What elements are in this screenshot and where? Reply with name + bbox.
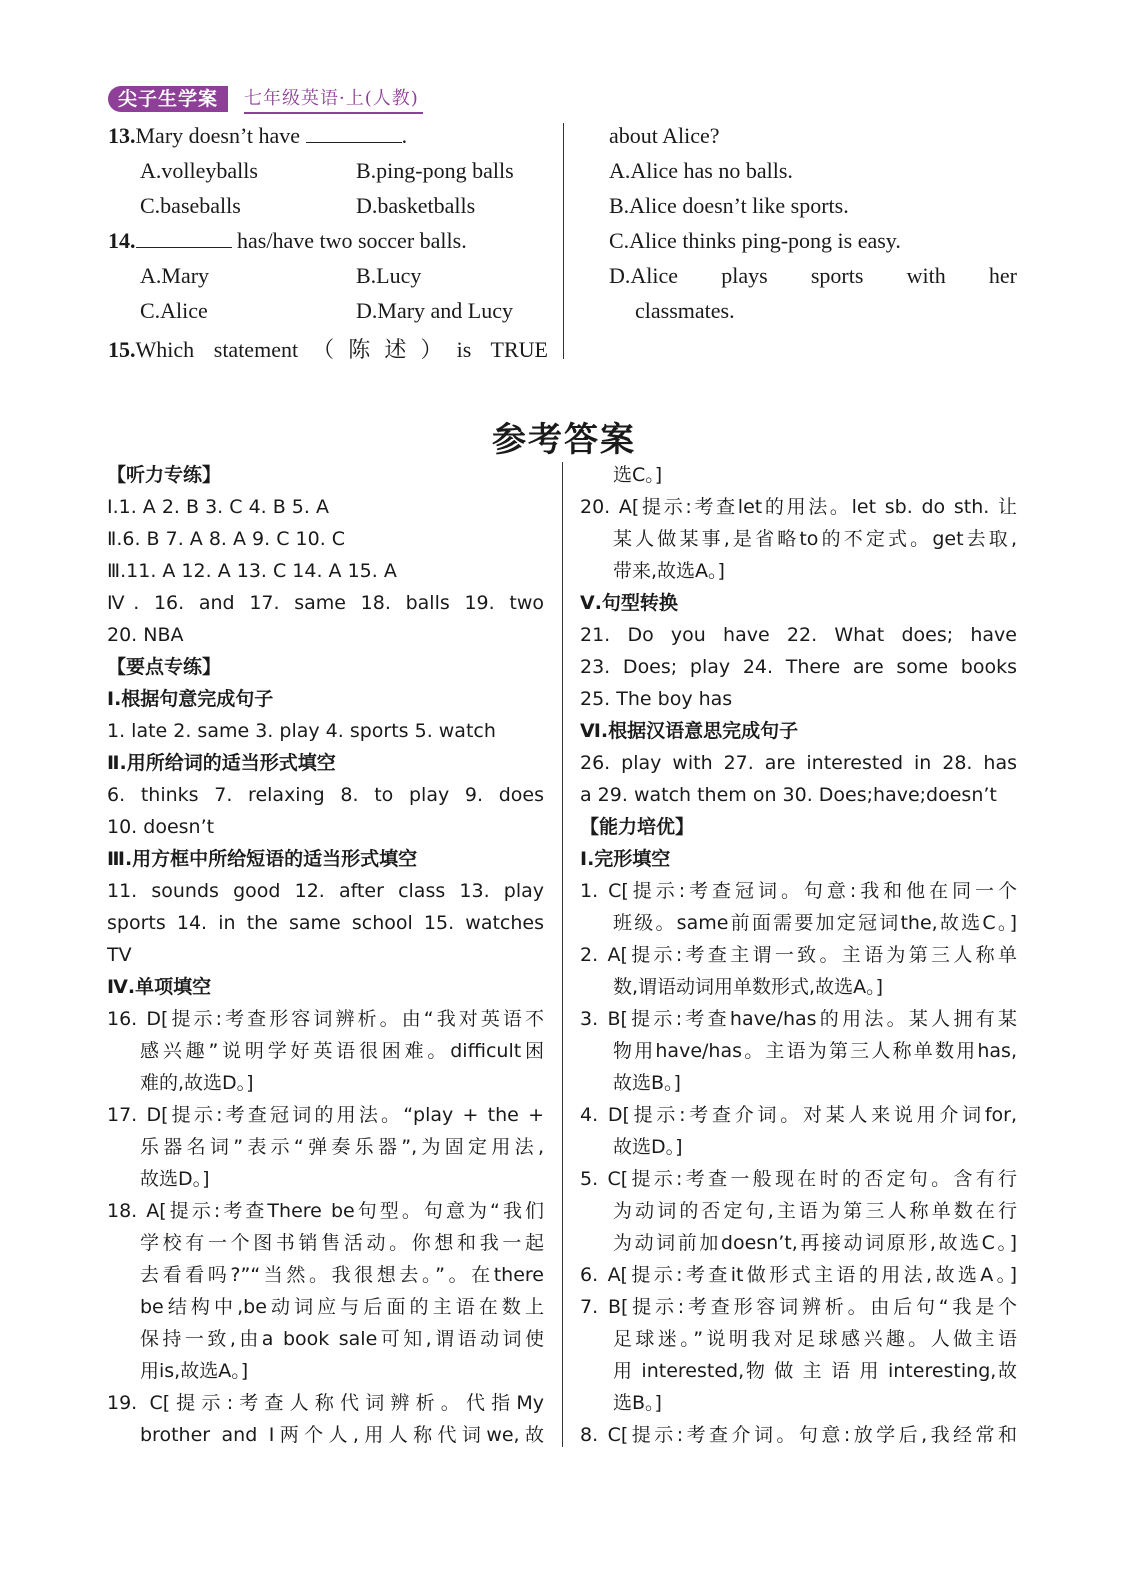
answer-line: 感兴趣”说明学好英语很困难。difficult困 bbox=[140, 1040, 544, 1062]
answer-line: 故选B。] bbox=[613, 1072, 681, 1094]
option-c: C.Alice bbox=[140, 298, 208, 323]
section-heading: Ⅴ.句型转换 bbox=[580, 592, 678, 614]
answer-line: 19. C[提示:考查人称代词辨析。代指My bbox=[107, 1392, 544, 1414]
answer-line: 23. Does; play 24. There are some books bbox=[580, 656, 1017, 678]
question-text: has/have two soccer balls. bbox=[237, 228, 467, 253]
column-divider bbox=[562, 462, 563, 1447]
section-heading: 【听力专练】 bbox=[107, 464, 222, 486]
answer-line: 6. A[提示:考查it做形式主语的用法,故选A。] bbox=[580, 1264, 1017, 1286]
option-d: D.Alice plays sports with her bbox=[609, 263, 1017, 288]
answer-line: 物用have/has。主语为第三人称单数用has, bbox=[613, 1040, 1017, 1062]
answer-line: 10. doesn’t bbox=[107, 816, 215, 838]
answer-line: 数,谓语动词用单数形式,故选A。] bbox=[613, 976, 883, 998]
answer-line: sports 14. in the same school 15. watches bbox=[107, 912, 544, 934]
answer-line: 为动词前加doesn’t,再接动词原形,故选C。] bbox=[613, 1232, 1017, 1254]
answer-line: 学校有一个图书销售活动。你想和我一起 bbox=[140, 1232, 544, 1254]
answer-line: 故选D。] bbox=[140, 1168, 210, 1190]
answer-line: Ⅲ.11. A 12. A 13. C 14. A 15. A bbox=[107, 560, 397, 582]
answer-line: 2. A[提示:考查主谓一致。主语为第三人称单 bbox=[580, 944, 1017, 966]
answer-line: brother and I两个人,用人称代词we,故 bbox=[140, 1424, 544, 1446]
answer-line: 11. sounds good 12. after class 13. play bbox=[107, 880, 544, 902]
answer-line: 带来,故选A。] bbox=[613, 560, 725, 582]
option-d: D.basketballs bbox=[356, 193, 476, 218]
answer-line: be结构中,be动词应与后面的主语在数上 bbox=[140, 1296, 544, 1318]
option-a: A.Alice has no balls. bbox=[609, 158, 793, 183]
answers-title: 参考答案 bbox=[492, 420, 636, 460]
answer-line: 保持一致,由a book sale可知,谓语动词使 bbox=[140, 1328, 544, 1350]
answers-left-column bbox=[107, 459, 544, 1451]
answer-line: 1. C[提示:考查冠词。句意:我和他在同一个 bbox=[580, 880, 1017, 902]
answer-line: 8. C[提示:考查介词。句意:放学后,我经常和 bbox=[580, 1424, 1017, 1446]
answer-line: 去看看吗?”“当然。我很想去。”。在there bbox=[140, 1264, 544, 1286]
answer-line: 4. D[提示:考查介词。对某人来说用介词for, bbox=[580, 1104, 1017, 1126]
answer-line: 班级。same前面需要加定冠词the,故选C。] bbox=[613, 912, 1017, 934]
answer-line: 某人做某事,是省略to的不定式。get去取, bbox=[613, 528, 1017, 550]
answer-line: 用 interested,物 做 主 语 用 interesting,故 bbox=[613, 1360, 1017, 1382]
answer-line: 6. thinks 7. relaxing 8. to play 9. does bbox=[107, 784, 544, 806]
answer-line: 1. late 2. same 3. play 4. sports 5. watch bbox=[107, 720, 496, 742]
answer-line: 难的,故选D。] bbox=[140, 1072, 254, 1094]
question-14-stem bbox=[108, 228, 467, 254]
section-heading: Ⅰ.根据句意完成句子 bbox=[107, 688, 274, 710]
answer-line: 20. A[提示:考查let的用法。let sb. do sth. 让 bbox=[580, 496, 1017, 518]
option-c: C.Alice thinks ping-pong is easy. bbox=[609, 228, 901, 253]
answer-line: 选C。] bbox=[613, 464, 663, 486]
answer-line: TV bbox=[107, 944, 132, 966]
answer-line: 20. NBA bbox=[107, 624, 184, 646]
answer-line: 选B。] bbox=[613, 1392, 662, 1414]
question-13-stem bbox=[108, 123, 407, 149]
section-heading: 【能力培优】 bbox=[580, 816, 695, 838]
answer-line: 3. B[提示:考查have/has的用法。某人拥有某 bbox=[580, 1008, 1017, 1030]
answer-line: 用is,故选A。] bbox=[140, 1360, 249, 1382]
answer-line: 5. C[提示:考查一般现在时的否定句。含有行 bbox=[580, 1168, 1017, 1190]
option-d: D.Mary and Lucy bbox=[356, 298, 514, 323]
answer-blank bbox=[306, 126, 402, 143]
option-b: B.Lucy bbox=[356, 263, 422, 288]
question-text: Mary doesn’t have bbox=[135, 123, 301, 148]
question-number: 15. bbox=[108, 337, 136, 362]
book-badge: 尖子生学案 bbox=[108, 86, 228, 112]
answer-line: Ⅰ.1. A 2. B 3. C 4. B 5. A bbox=[107, 496, 329, 518]
answer-line: 7. B[提示:考查形容词辨析。由后句“我是个 bbox=[580, 1296, 1017, 1318]
option-a: A.Mary bbox=[140, 263, 210, 288]
answer-line: Ⅱ.6. B 7. A 8. A 9. C 10. C bbox=[107, 528, 346, 550]
answer-line: 乐器名词”表示“弹奏乐器”,为固定用法, bbox=[140, 1136, 544, 1158]
section-heading: Ⅰ.完形填空 bbox=[580, 848, 671, 870]
option-b: B.ping-pong balls bbox=[356, 158, 514, 183]
section-heading: Ⅵ.根据汉语意思完成句子 bbox=[580, 720, 799, 742]
column-divider bbox=[563, 123, 564, 359]
section-heading: Ⅱ.用所给词的适当形式填空 bbox=[107, 752, 336, 774]
question-number: 14. bbox=[108, 228, 136, 253]
answer-line: 25. The boy has bbox=[580, 688, 733, 710]
section-heading: 【要点专练】 bbox=[107, 656, 222, 678]
option-d-cont: classmates. bbox=[635, 298, 735, 323]
answer-line: 17. D[提示:考查冠词的用法。“play + the + bbox=[107, 1104, 544, 1126]
question-text: Which statement（陈述）is TRUE bbox=[135, 337, 548, 362]
book-subtitle: 七年级英语·上(人教) bbox=[244, 86, 423, 114]
answer-line: 18. A[提示:考查There be句型。句意为“我们 bbox=[107, 1200, 544, 1222]
answer-line: Ⅳ. 16. and 17. same 18. balls 19. two bbox=[107, 592, 544, 614]
answer-line: 故选D。] bbox=[613, 1136, 683, 1158]
answer-line: 21. Do you have 22. What does; have bbox=[580, 624, 1017, 646]
section-heading: Ⅲ.用方框中所给短语的适当形式填空 bbox=[107, 848, 418, 870]
answers-right-column bbox=[580, 459, 1017, 1451]
answer-line: 足球迷。”说明我对足球感兴趣。人做主语 bbox=[613, 1328, 1017, 1350]
question-text-end: . bbox=[401, 123, 408, 148]
question-number: 13. bbox=[108, 123, 136, 148]
section-heading: Ⅳ.单项填空 bbox=[107, 976, 212, 998]
option-c: C.baseballs bbox=[140, 193, 241, 218]
question-15-stem-cont: about Alice? bbox=[609, 123, 720, 148]
question-15-stem bbox=[108, 333, 548, 364]
answer-line: 26. play with 27. are interested in 28. has bbox=[580, 752, 1017, 774]
answer-blank bbox=[136, 231, 232, 248]
answer-line: 为动词的否定句,主语为第三人称单数在行 bbox=[613, 1200, 1017, 1222]
answer-line: 16. D[提示:考查形容词辨析。由“我对英语不 bbox=[107, 1008, 544, 1030]
option-b: B.Alice doesn’t like sports. bbox=[609, 193, 849, 218]
answer-line: a 29. watch them on 30. Does;have;doesn’t bbox=[580, 784, 997, 806]
option-a: A.volleyballs bbox=[140, 158, 258, 183]
